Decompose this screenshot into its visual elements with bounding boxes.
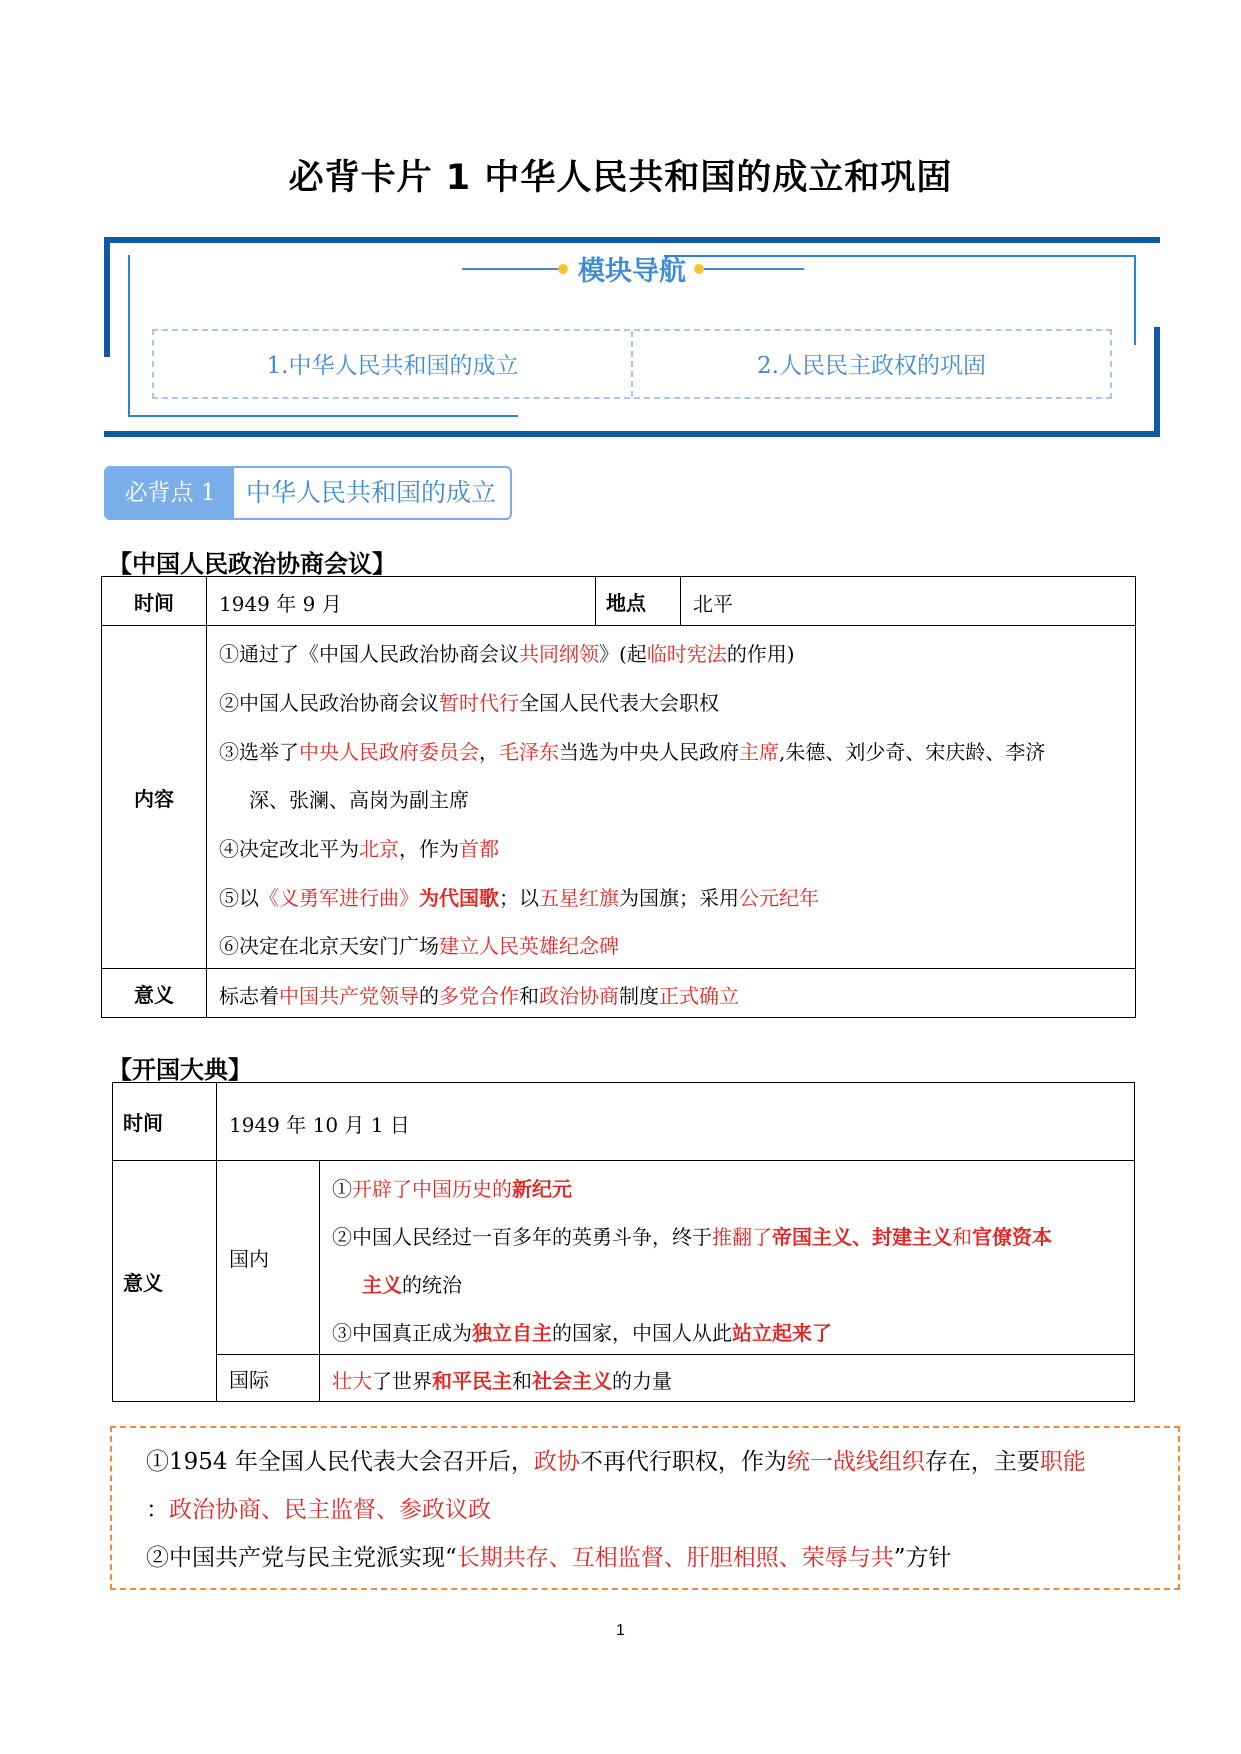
note-box <box>110 1426 1180 1590</box>
place-label: 地点 <box>596 577 681 626</box>
domestic-item-2-cont: 主义的统治 <box>362 1273 462 1297</box>
cppcc-table <box>101 576 1136 1018</box>
content-item-3: ③选举了中央人民政府委员会，毛泽东当选为中央人民政府主席,朱德、刘少奇、宋庆龄、李济 <box>219 740 1046 764</box>
time-value: 1949 年 9 月 <box>207 577 596 626</box>
ceremony-time-label: 时间 <box>113 1083 217 1161</box>
content-label: 内容 <box>102 626 207 969</box>
content-item-6: ⑥决定在北京天安门广场建立人民英雄纪念碑 <box>219 934 619 958</box>
ceremony-table <box>112 1082 1135 1402</box>
domestic-item-2: ②中国人民经过一百多年的英勇斗争，终于推翻了帝国主义、封建主义和官僚资本 <box>332 1225 1052 1249</box>
section-badge <box>104 466 512 520</box>
page-title: 必背卡片 1 中华人民共和国的成立和巩固 <box>288 158 953 198</box>
domestic-label: 国内 <box>217 1161 320 1355</box>
ceremony-time-value: 1949 年 10 月 1 日 <box>217 1083 1134 1161</box>
place-value: 北平 <box>681 577 1135 626</box>
domestic-cell <box>320 1161 1134 1355</box>
ceremony-meaning-label: 意义 <box>113 1161 217 1401</box>
note-item-1: ①1954 年全国人民代表大会召开后，政协不再代行职权，作为统一战线组织存在，主要职能 <box>146 1449 1086 1475</box>
content-cell <box>207 626 1135 969</box>
note-item-2: ②中国共产党与民主党派实现“长期共存、互相监督、肝胆相照、荣辱与共”方针 <box>146 1545 952 1571</box>
intl-label: 国际 <box>217 1355 320 1401</box>
intl-item: 壮大了世界和平民主和社会主义的力量 <box>332 1369 672 1393</box>
domestic-item-3: ③中国真正成为独立自主的国家，中国人从此站立起来了 <box>332 1321 832 1345</box>
module-nav <box>104 237 1160 437</box>
nav-items-box <box>152 329 1112 399</box>
meaning-text: 标志着中国共产党领导的多党合作和政治协商制度正式确立 <box>219 984 739 1008</box>
frame-right-bar <box>1154 327 1160 437</box>
nav-item-2[interactable]: 2.人民民主政权的巩固 <box>757 353 986 379</box>
content-item-1: ①通过了《中国人民政治协商会议共同纲领》(起临时宪法的作用) <box>219 642 795 666</box>
content-item-5: ⑤以《义勇军进行曲》为代国歌；以五星红旗为国旗；采用公元纪年 <box>219 886 819 910</box>
nav-heading: 模块导航 <box>578 256 686 287</box>
ceremony-heading: 【开国大典】 <box>108 1056 252 1084</box>
time-label: 时间 <box>102 577 207 626</box>
nav-dot-right <box>694 264 704 274</box>
nav-item-1[interactable]: 1.中华人民共和国的成立 <box>266 353 519 379</box>
note-item-1-cont: ：政治协商、民主监督、参政议政 <box>146 1497 491 1523</box>
domestic-item-1: ①开辟了中国历史的新纪元 <box>332 1177 572 1201</box>
content-item-4: ④决定改北平为北京，作为首都 <box>219 837 499 861</box>
intl-cell <box>320 1355 1134 1401</box>
frame-top-bar <box>104 237 1160 243</box>
frame-bottom-bar <box>104 431 1160 437</box>
content-item-2: ②中国人民政治协商会议暂时代行全国人民代表大会职权 <box>219 691 719 715</box>
page-number: 1 <box>616 1622 625 1639</box>
badge-number: 必背点 1 <box>106 468 234 518</box>
cppcc-heading: 【中国人民政治协商会议】 <box>108 550 396 578</box>
meaning-label: 意义 <box>102 969 207 1017</box>
meaning-cell <box>207 969 1135 1017</box>
content-item-3-cont: 深、张澜、高岗为副主席 <box>249 788 469 812</box>
badge-title: 中华人民共和国的成立 <box>246 478 497 507</box>
